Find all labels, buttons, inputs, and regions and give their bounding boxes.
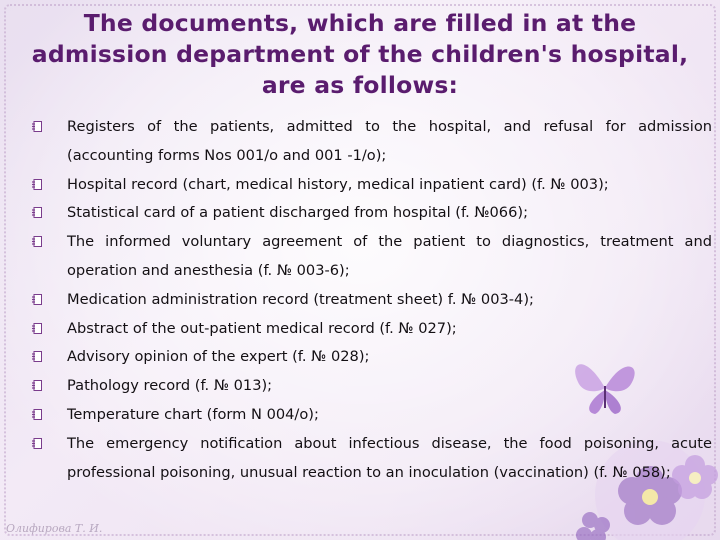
list-item <box>32 372 712 401</box>
list-item-text: Advisory opinion of the expert (f. № 028); <box>67 348 370 366</box>
notebook-bullet-icon <box>32 236 42 247</box>
list-item-text: Temperature chart (form N 004/o); <box>67 405 319 423</box>
list-item <box>32 315 712 344</box>
list-item <box>32 430 712 488</box>
list-item <box>32 228 712 286</box>
list-item-text: Pathology record (f. № 013); <box>67 377 273 395</box>
list-item <box>32 343 712 372</box>
list-item-text: Medication administration record (treatment sheet) f. № 003-4); <box>67 290 534 308</box>
notebook-bullet-icon <box>32 121 42 132</box>
document-list <box>32 113 712 487</box>
slide-title: The documents, which are filled in at the admission department of the children's hospital, are as follows: <box>31 9 689 99</box>
notebook-bullet-icon <box>32 179 42 190</box>
list-item <box>32 171 712 200</box>
author-watermark: Олифирова Т. И. <box>6 522 103 535</box>
list-item-text: The informed voluntary agreement of the patient to diagnostics, treatment and operation and anesthesia (f. № 003-6); <box>67 233 712 279</box>
list-item-text: Registers of the patients, admitted to the hospital, and refusal for admission (accounting forms Nos 001/o and 001 -1/o); <box>67 118 712 164</box>
list-item <box>32 401 712 430</box>
notebook-bullet-icon <box>32 351 42 362</box>
notebook-bullet-icon <box>32 207 42 218</box>
notebook-bullet-icon <box>32 409 42 420</box>
list-item-text: Hospital record (chart, medical history, medical inpatient card) (f. № 003); <box>67 175 609 193</box>
list-item <box>32 113 712 171</box>
notebook-bullet-icon <box>32 380 42 391</box>
list-item-text: Abstract of the out-patient medical record (f. № 027); <box>67 319 457 337</box>
list-item-text: The emergency notification about infectious disease, the food poisoning, acute professional poisoning, unusual reaction to an inoculation (vaccination) (f. № 058); <box>67 434 712 481</box>
list-item-text: Statistical card of a patient discharged from hospital (f. №066); <box>67 204 528 222</box>
list-item <box>32 286 712 315</box>
notebook-bullet-icon <box>32 323 42 334</box>
notebook-bullet-icon <box>32 438 42 449</box>
notebook-bullet-icon <box>32 294 42 305</box>
list-item <box>32 199 712 228</box>
